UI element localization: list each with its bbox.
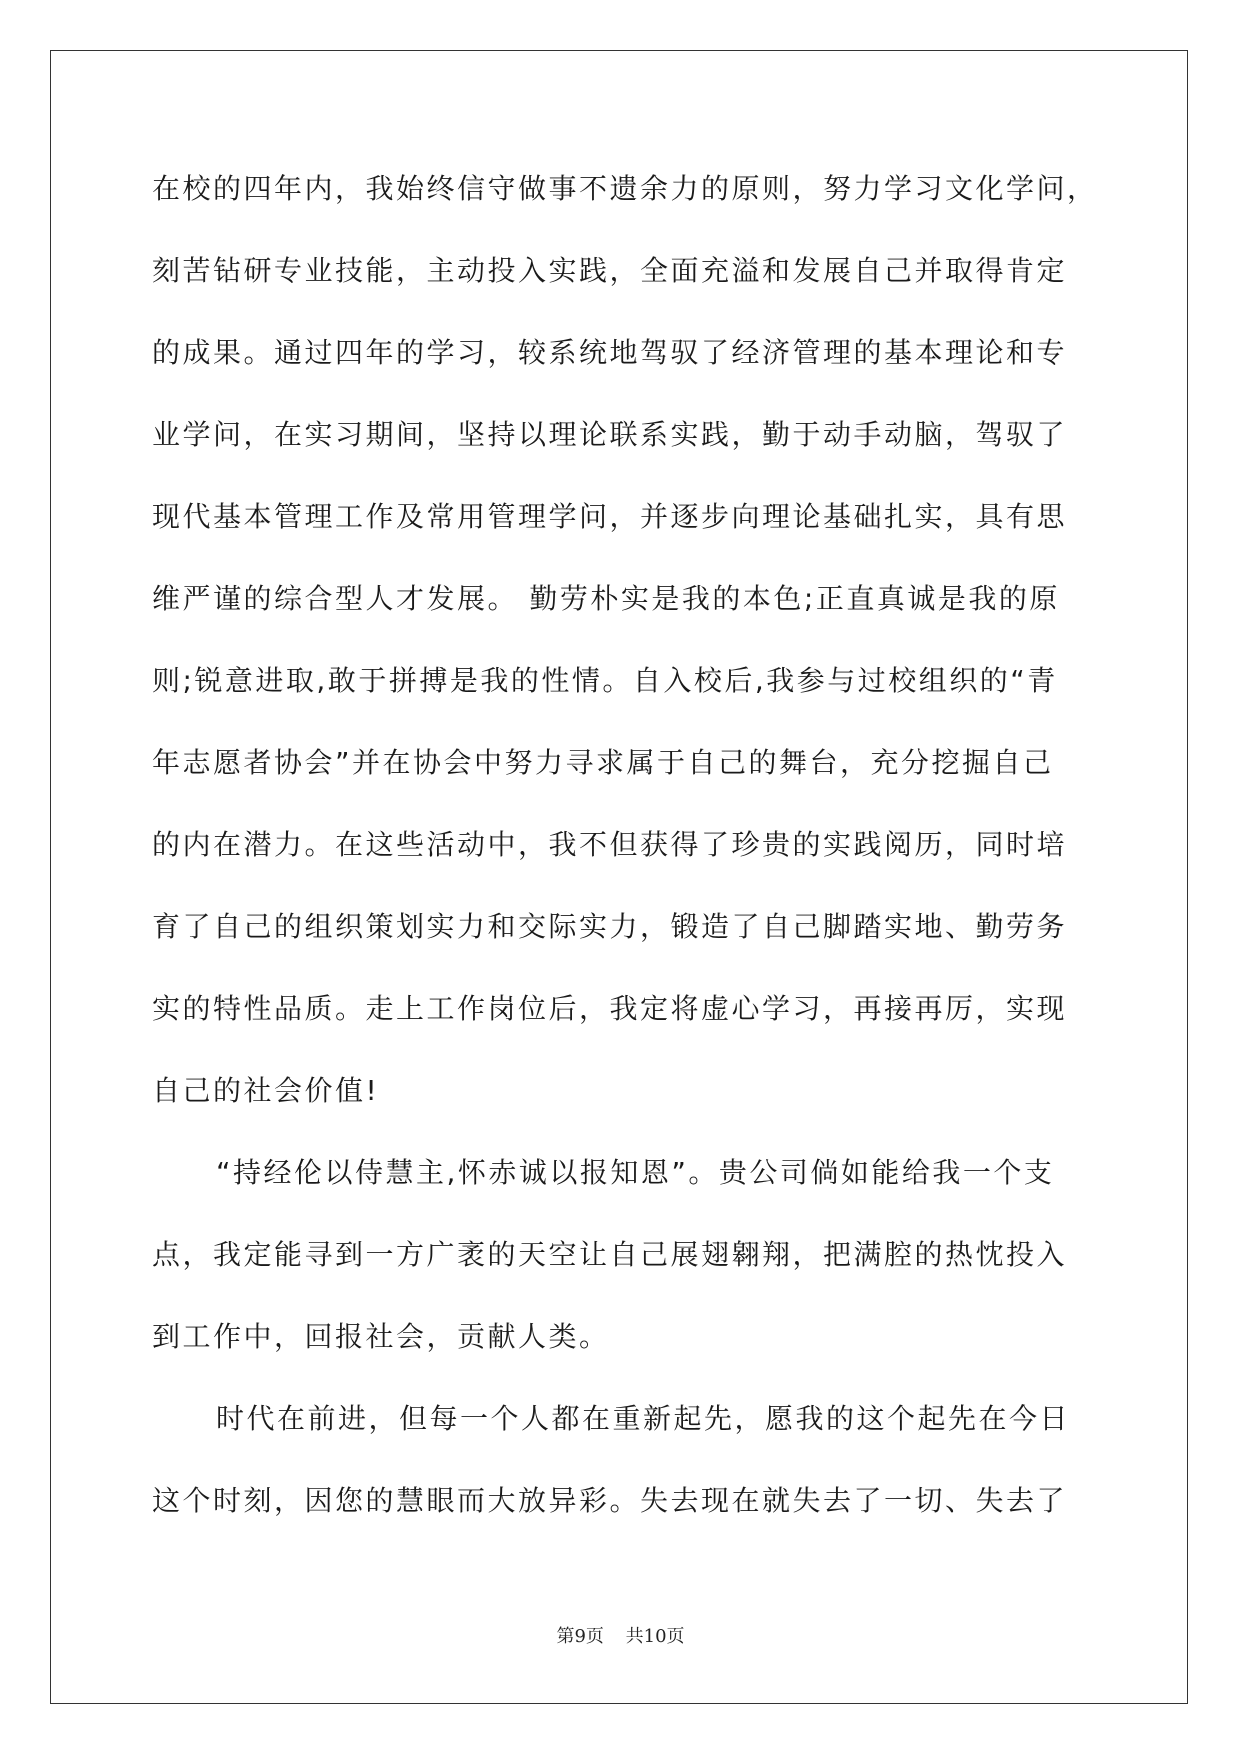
paragraph-2-line: 时代在前进，但每一个人都在重新起先，愿我的这个起先在今日	[216, 1402, 1071, 1435]
paragraph-0-line: 的成果。通过四年的学习，较系统地驾驭了经济管理的基本理论和专	[152, 336, 1068, 369]
paragraph-0-line: 现代基本管理工作及常用管理学问，并逐步向理论基础扎实，具有思	[152, 500, 1068, 533]
paragraph-0-line: 育了自己的组织策划实力和交际实力，锻造了自己脚踏实地、勤劳务	[152, 910, 1068, 943]
paragraph-0-line: 业学问，在实习期间，坚持以理论联系实践，勤于动手动脑，驾驭了	[152, 418, 1068, 451]
paragraph-0-line: 则;锐意进取,敢于拼搏是我的性情。自入校后,我参与过校组织的“青	[152, 664, 1058, 697]
page-footer	[0, 1622, 1241, 1648]
paragraph-0-line: 在校的四年内，我始终信守做事不遗余力的原则，努力学习文化学问，	[152, 172, 1098, 205]
paragraph-1-line: “持经伦以侍慧主,怀赤诚以报知恩”。贵公司倘如能给我一个支	[216, 1156, 1055, 1189]
paragraph-1-line: 到工作中，回报社会，贡献人类。	[152, 1320, 610, 1353]
page-number: 第9页	[556, 1626, 604, 1647]
paragraph-0-line: 自己的社会价值!	[152, 1074, 380, 1107]
page-total: 共10页	[625, 1626, 685, 1647]
document-body	[152, 148, 1098, 1542]
paragraph-0-line: 实的特性品质。走上工作岗位后，我定将虚心学习，再接再厉，实现	[152, 992, 1068, 1025]
paragraph-2-line: 这个时刻，因您的慧眼而大放异彩。失去现在就失去了一切、失去了	[152, 1484, 1068, 1517]
paragraph-1-line: 点，我定能寻到一方广袤的天空让自己展翅翱翔，把满腔的热忱投入	[152, 1238, 1068, 1271]
paragraph-0-line: 维严谨的综合型人才发展。 勤劳朴实是我的本色;正直真诚是我的原	[152, 582, 1060, 615]
paragraph-0-line: 的内在潜力。在这些活动中，我不但获得了珍贵的实践阅历，同时培	[152, 828, 1068, 861]
paragraph-0-line: 年志愿者协会”并在协会中努力寻求属于自己的舞台，充分挖掘自己	[152, 746, 1054, 779]
paragraph-0-line: 刻苦钻研专业技能，主动投入实践，全面充溢和发展自己并取得肯定	[152, 254, 1068, 287]
